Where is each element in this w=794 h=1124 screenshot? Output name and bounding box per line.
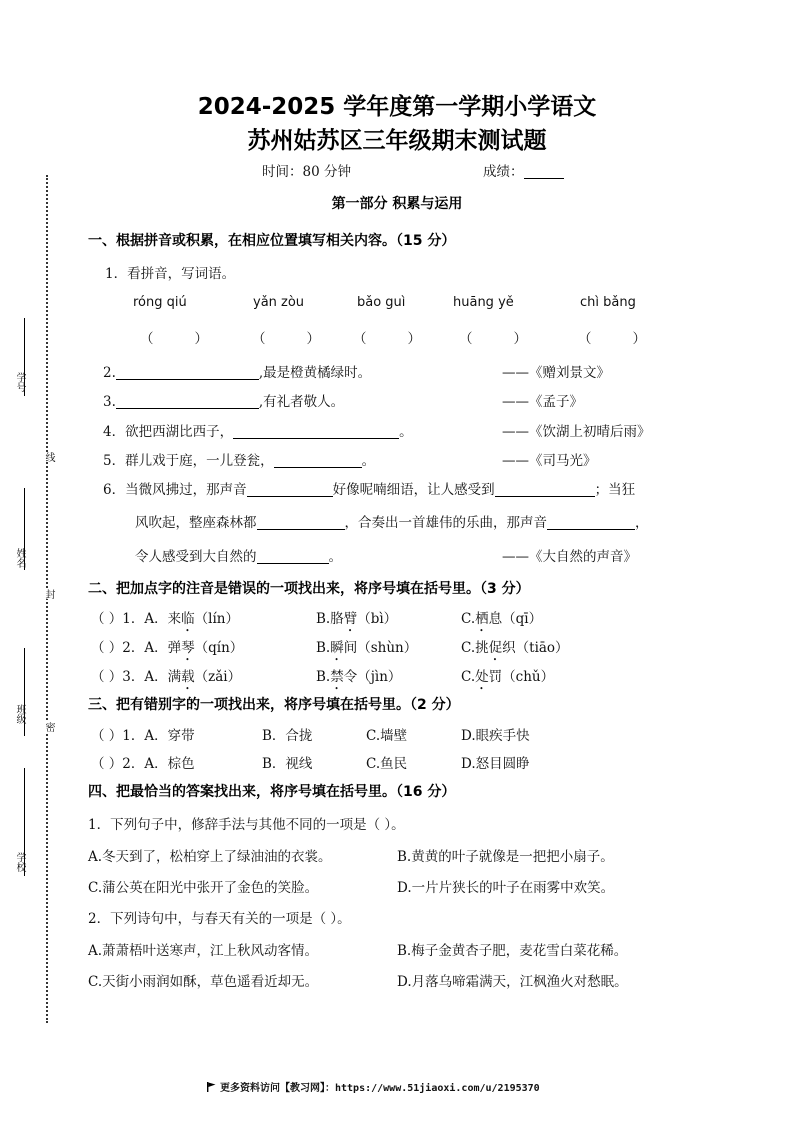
q4-q2-option-d: D.月落乌啼霜满天，江枫渔火对愁眠。 xyxy=(397,974,628,990)
footer-link[interactable] xyxy=(207,1079,540,1095)
fill-blank[interactable] xyxy=(495,482,595,497)
item-text: 5．群儿戏于庭，一儿登瓮， xyxy=(103,453,274,469)
item-number: 3. xyxy=(103,394,116,410)
fill-blank[interactable] xyxy=(116,365,259,380)
word-blank-4[interactable] xyxy=(459,327,527,347)
score-label xyxy=(483,160,564,180)
paren-close: ） xyxy=(407,331,421,347)
item-text: 风吹起，整座森林都 xyxy=(135,515,257,531)
pinyin-2: yǎn zòu xyxy=(253,295,305,310)
q3-row-1[interactable]: （ ）1．A．穿带 xyxy=(91,728,195,744)
paren-close: ） xyxy=(306,331,320,347)
q4-question-1-stem[interactable]: 1．下列句子中，修辞手法与其他不同的一项是（ ）。 xyxy=(88,817,405,833)
paren-open: （ xyxy=(459,331,473,347)
paren-close: ） xyxy=(632,331,646,347)
name-label: 姓名 xyxy=(14,548,25,568)
q2-row-lead[interactable]: （ ）2．A． xyxy=(91,640,168,656)
footer-text: 更多资料访问【教习网】：https://www.51jiaoxi.com/u/2195370 xyxy=(220,1083,540,1094)
fill-blank[interactable] xyxy=(274,453,362,468)
pinyin-1: róng qiú xyxy=(133,295,187,310)
q4-question-2-stem[interactable]: 2．下列诗句中，与春天有关的一项是（ ）。 xyxy=(88,911,351,927)
word-blank-3[interactable] xyxy=(353,327,421,347)
q2-row-1-option-c: C.栖息（qī） xyxy=(461,611,543,627)
item-text: ，合奏出一首雄伟的乐曲，那声音 xyxy=(344,515,547,531)
q3-heading: 三、把有错别字的一项找出来，将序号填在括号里。（2 分） xyxy=(88,697,460,713)
q2-row-lead[interactable]: （ ）1．A． xyxy=(91,611,168,627)
q4-q1-option-b: B.黄黄的叶子就像是一把把小扇子。 xyxy=(397,849,614,865)
class-label: 班级 xyxy=(14,704,25,724)
q4-q2-option-a: A.萧萧梧叶送寒声，江上秋风动客情。 xyxy=(88,943,319,959)
option-a: 满载（zǎi） xyxy=(167,669,242,685)
q3-row-2-option-d: D.怒目圆睁 xyxy=(461,756,530,772)
q3-row-1-option-b: B．合拢 xyxy=(262,728,313,744)
fill-blank[interactable] xyxy=(116,394,259,409)
q3-row-2-option-c: C.鱼民 xyxy=(366,756,408,772)
item-text: 6．当微风拂过，那声音 xyxy=(103,482,247,498)
binding-seal-char: 封 xyxy=(43,589,54,599)
exam-title-line2: 苏州姑苏区三年级期末测试题 xyxy=(247,128,547,154)
q1-item4-source: ——《饮湖上初晴后雨》 xyxy=(502,424,651,440)
binding-line-char: 线 xyxy=(43,452,54,462)
q4-q1-option-c: C.蒲公英在阳光中张开了金色的笑脸。 xyxy=(88,880,319,896)
paren-open: （ xyxy=(140,331,154,347)
item-text: ， xyxy=(635,515,649,531)
pinyin-3: bǎo guì xyxy=(357,295,406,310)
item-number: 2. xyxy=(103,365,116,381)
score-blank[interactable] xyxy=(524,164,564,179)
q4-q2-option-b: B.梅子金黄杏子肥，麦花雪白菜花稀。 xyxy=(397,943,628,959)
q1-item6-line2 xyxy=(135,511,649,531)
item-text: ,有礼者敬人。 xyxy=(258,394,345,410)
paren-open: （ xyxy=(252,331,266,347)
fill-blank[interactable] xyxy=(257,549,329,564)
pinyin-5: chì bǎng xyxy=(580,295,636,310)
q1-item6-source: ——《大自然的声音》 xyxy=(502,549,637,565)
fill-blank[interactable] xyxy=(233,424,399,439)
student-id-label: 学号 xyxy=(14,372,25,392)
item-text: 令人感受到大自然的 xyxy=(135,549,257,565)
word-blank-1[interactable] xyxy=(140,327,208,347)
item-text: ；当狂 xyxy=(594,482,636,498)
score-label-text: 成绩： xyxy=(483,164,524,180)
q1-item3 xyxy=(103,390,344,410)
q1-item6-line1 xyxy=(103,478,635,498)
q2-row-lead[interactable]: （ ）3．A． xyxy=(91,669,168,685)
q3-row-2-option-b: B．视线 xyxy=(262,756,313,772)
q1-item3-source: ——《孟子》 xyxy=(502,394,583,410)
q2-row-3-option-b: B.禁令（jìn） xyxy=(316,669,402,685)
paren-open: （ xyxy=(353,331,367,347)
paren-close: ） xyxy=(194,331,208,347)
q2-row-2-option-b: B.瞬间（shùn） xyxy=(316,640,418,656)
item-text: 。 xyxy=(361,453,376,469)
exam-title-line1: 2024-2025 学年度第一学期小学语文 xyxy=(197,94,597,120)
paren-close: ） xyxy=(513,331,527,347)
fill-blank[interactable] xyxy=(547,515,635,530)
word-blank-2[interactable] xyxy=(252,327,320,347)
q2-heading: 二、把加点字的注音是错误的一项找出来，将序号填在括号里。（3 分） xyxy=(88,581,530,597)
q1-item5 xyxy=(103,449,375,469)
q4-heading: 四、把最恰当的答案找出来，将序号填在括号里。（16 分） xyxy=(88,784,456,800)
item-text: 。 xyxy=(399,424,413,440)
school-label: 学校 xyxy=(14,852,25,872)
q4-q2-option-c: C.天街小雨润如酥，草色遥看近却无。 xyxy=(88,974,319,990)
q1-sub1-label: 1．看拼音，写词语。 xyxy=(105,266,236,282)
q3-row-2[interactable]: （ ）2．A．棕色 xyxy=(91,756,195,772)
q1-item4 xyxy=(103,420,413,440)
q4-q1-option-a: A.冬天到了，松柏穿上了绿油油的衣裳。 xyxy=(88,849,332,865)
fill-blank[interactable] xyxy=(247,482,333,497)
q1-heading: 一、根据拼音或积累，在相应位置填写相关内容。（15 分） xyxy=(88,233,456,249)
q2-row-3 xyxy=(91,665,241,693)
pinyin-4: huāng yě xyxy=(453,295,514,310)
q1-item5-source: ——《司马光》 xyxy=(502,453,597,469)
item-text: 4．欲把西湖比西子， xyxy=(103,424,234,440)
binding-secret-char: 密 xyxy=(43,722,54,732)
paren-open: （ xyxy=(578,331,592,347)
q2-row-2 xyxy=(91,636,243,664)
q2-row-3-option-c: C.处罚（chǔ） xyxy=(461,669,555,685)
time-label: 时间：80 分钟 xyxy=(262,164,351,180)
fill-blank[interactable] xyxy=(257,515,345,530)
q4-q1-option-d: D.一片片狭长的叶子在雨雾中欢笑。 xyxy=(397,880,615,896)
q3-row-1-option-c: C.墙壁 xyxy=(366,728,408,744)
flag-icon xyxy=(207,1082,216,1095)
q1-item2-source: ——《赠刘景文》 xyxy=(502,365,610,381)
option-a: 来临（lín） xyxy=(167,611,239,627)
part1-title: 第一部分 积累与运用 xyxy=(331,196,463,212)
q2-row-1-option-b: B.胳臂（bì） xyxy=(316,611,398,627)
q1-item2 xyxy=(103,361,371,381)
q2-row-1 xyxy=(91,607,239,635)
word-blank-5[interactable] xyxy=(578,327,646,347)
item-text: 好像呢喃细语，让人感受到 xyxy=(332,482,495,498)
q1-item6-line3 xyxy=(135,545,342,565)
item-text: 。 xyxy=(328,549,342,565)
option-a: 弹琴（qín） xyxy=(167,640,244,656)
binding-dotted-line xyxy=(46,175,48,1023)
q3-row-1-option-d: D.眼疾手快 xyxy=(461,728,530,744)
item-text: ,最是橙黄橘绿时。 xyxy=(258,365,372,381)
q2-row-2-option-c: C.挑促织（tiāo） xyxy=(461,640,569,656)
